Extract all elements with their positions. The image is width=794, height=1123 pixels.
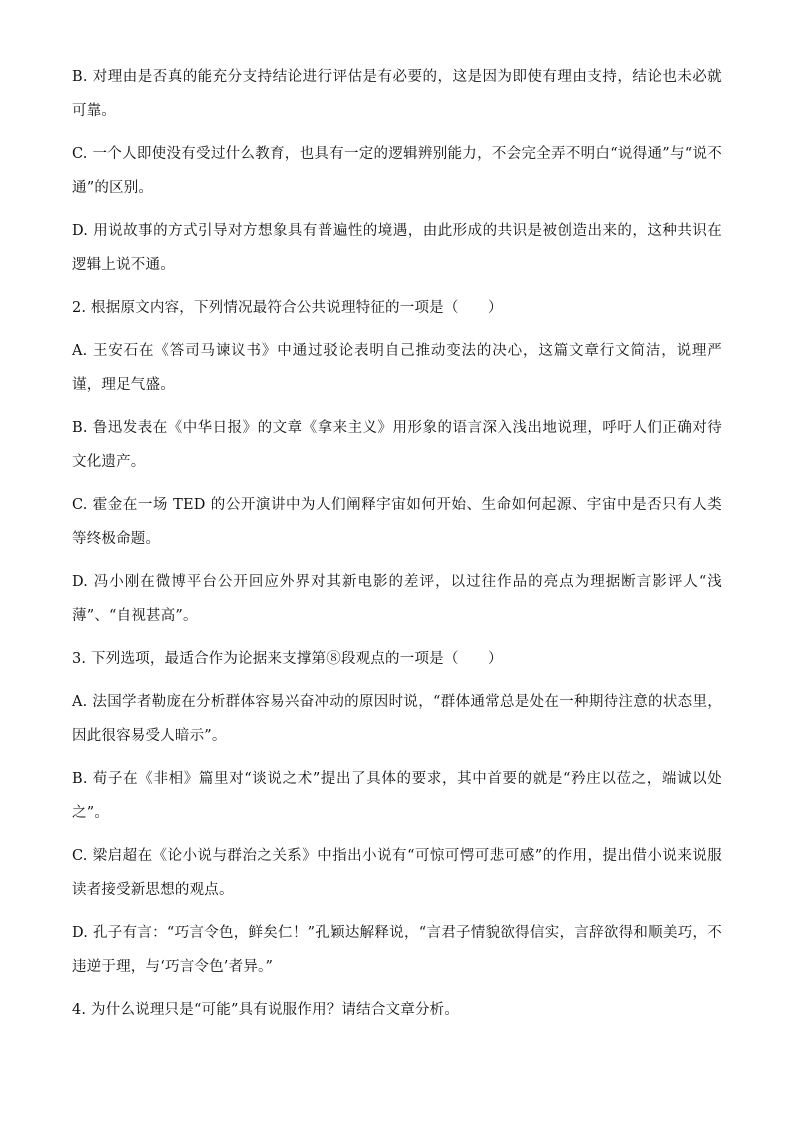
question-2-option-c: C. 霍金在一场 TED 的公开演讲中为人们阐释宇宙如何开始、生命如何起源、宇宙中是否只有人类等终极命题。 [72,497,722,547]
question-3-option-d: D. 孔子有言：“巧言令色，鲜矣仁！”孔颖达解释说，“言君子情貌欲得信实，言辞欲得和顺美巧，不违逆于理，与‘巧言令色’者异。” [72,925,722,975]
option-d-paragraph: D. 用说故事的方式引导对方想象具有普遍性的境遇，由此形成的共识是被创造出来的，这种共识在逻辑上说不通。 [72,223,722,273]
question-3-option-b: B. 荀子在《非相》篇里对“谈说之术”提出了具体的要求，其中首要的就是“矜庄以莅之，端诚以处之”。 [72,771,722,821]
option-b-paragraph: B. 对理由是否真的能充分支持结论进行评估是有必要的，这是因为即使有理由支持，结论也未必就可靠。 [72,69,722,119]
question-4-stem: 4. 为什么说理只是“可能”具有说服作用？请结合文章分析。 [72,1002,460,1018]
question-2-option-d: D. 冯小刚在微博平台公开回应外界对其新电影的差评，以过往作品的亮点为理据断言影评人“浅薄”、“自视甚高”。 [72,574,722,624]
question-3-option-a: A. 法国学者勒庞在分析群体容易兴奋冲动的原因时说，“群体通常总是处在一种期待注意的状态里，因此很容易受人暗示”。 [72,694,722,744]
question-2-option-b: B. 鲁迅发表在《中华日报》的文章《拿来主义》用形象的语言深入浅出地说理，呼吁人们正确对待文化遗产。 [72,420,722,470]
option-c-paragraph: C. 一个人即使没有受过什么教育，也具有一定的逻辑辨别能力，不会完全弄不明白“说得通”与“说不通”的区别。 [72,146,722,196]
question-2-stem: 2. 根据原文内容，下列情况最符合公共说理特征的一项是（ ） [72,300,503,316]
question-2-option-a: A. 王安石在《答司马谏议书》中通过驳论表明自己推动变法的决心，这篇文章行文简洁，说理严谨，理足气盛。 [72,343,722,393]
question-3-option-c: C. 梁启超在《论小说与群治之关系》中指出小说有“可惊可愕可悲可感”的作用，提出借小说来说服读者接受新思想的观点。 [72,848,722,898]
document-page [72,60,722,1036]
question-3-stem: 3. 下列选项，最适合作为论据来支撑第⑧段观点的一项是（ ） [72,651,503,667]
